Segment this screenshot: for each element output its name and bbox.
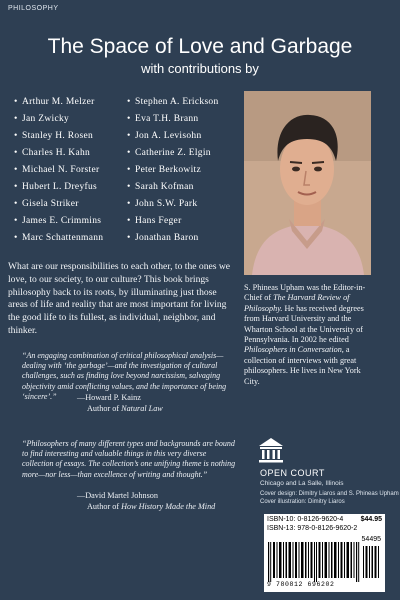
review-quote-2: “Philosophers of many different types and backgrounds are bound to find interesting and valuable things in this very diverse collection of essays. The collection’s one unifying theme is nothing more—nor less—than excellence of writing and thought.” — [22, 439, 236, 479]
cover-credits — [260, 490, 399, 506]
book-blurb: What are our responsibilities to each other, to the ones we love, to our society, to our culture? This book brings philosophy back to its roots, by illuminating just those areas of life and reality that are most important for living the good life to its fullest, as individual, neighbor, and thinker. — [8, 261, 231, 336]
review-1-author: —Howard P. Kainz — [77, 393, 141, 402]
contributor-item: • Marc Schattenmann — [14, 233, 104, 243]
contributor-item: • Jon A. Levisohn — [127, 131, 202, 141]
contributor-item: • Eva T.H. Brann — [127, 114, 199, 124]
isbn-13: ISBN-13: 978-0-8126-9620-2 — [267, 525, 358, 532]
publisher-place: Chicago and La Salle, Illinois — [260, 480, 344, 487]
price-code: 54495 — [361, 536, 381, 543]
publisher-logo-icon — [256, 435, 286, 465]
contributor-item: • James E. Crimmins — [14, 216, 102, 226]
barcode-digits: 9 780812 696202 — [267, 581, 335, 588]
category-label: PHILOSOPHY — [8, 5, 59, 12]
contributor-item: • Peter Berkowitz — [127, 165, 201, 175]
cover-illustration-credit: Cover illustration: Dimitry Liaros — [260, 499, 345, 505]
barcode-icon — [268, 542, 381, 582]
review-2-author: —David Martel Johnson — [77, 491, 158, 500]
isbn-10: ISBN-10: 0-8126-9620-4 — [267, 516, 344, 523]
contributor-item: • Arthur M. Melzer — [14, 97, 95, 107]
contributor-item: • Stanley H. Rosen — [14, 131, 94, 141]
contributor-item: • Gisela Striker — [14, 199, 79, 209]
contributor-item: • John S.W. Park — [127, 199, 198, 209]
contributor-item: • Catherine Z. Elgin — [127, 148, 211, 158]
author-photo — [244, 91, 371, 275]
price: $44.95 — [360, 516, 382, 523]
publisher-name: OPEN COURT — [260, 468, 325, 478]
review-2-author-of: Author of How History Made the Mind — [87, 502, 216, 511]
contributor-item: • Hans Feger — [127, 216, 182, 226]
contributor-item: • Charles H. Kahn — [14, 148, 91, 158]
review-quote-1: “An engaging combination of critical philosophical analysis—dealing with ‘the garbage’—and the investigation of cultural challenges, such as finding love beyond narcissism, salvaging objectivity amid conflicting values, and the importance of being ‘sincere’.” — [22, 351, 227, 401]
author-portrait-illustration — [244, 91, 371, 275]
book-subtitle: with contributions by — [141, 61, 259, 76]
contributor-item: • Sarah Kofman — [127, 182, 194, 192]
contributor-item: • Stephen A. Erickson — [127, 97, 219, 107]
contributor-item: • Jan Zwicky — [14, 114, 70, 124]
contributor-item: • Michael N. Forster — [14, 165, 100, 175]
barcode-panel — [264, 514, 385, 592]
review-1-author-of: Author of Natural Law — [87, 404, 163, 413]
book-title: The Space of Love and Garbage — [47, 35, 353, 58]
author-bio: S. Phineas Upham was the Editor-in-Chief of The Harvard Review of Philosophy. He has received degrees from Harvard University and the Wharton School at the University of Pennsylvania. In 2002 he edited Philosophers in Conversation, a collection of interviews with great philosophers. He lives in New York City. — [244, 283, 366, 386]
cover-design-credit: Cover design: Dimitry Liaros and S. Phineas Upham — [260, 491, 399, 497]
contributor-item: • Hubert L. Dreyfus — [14, 182, 98, 192]
contributor-item: • Jonathan Baron — [127, 233, 199, 243]
